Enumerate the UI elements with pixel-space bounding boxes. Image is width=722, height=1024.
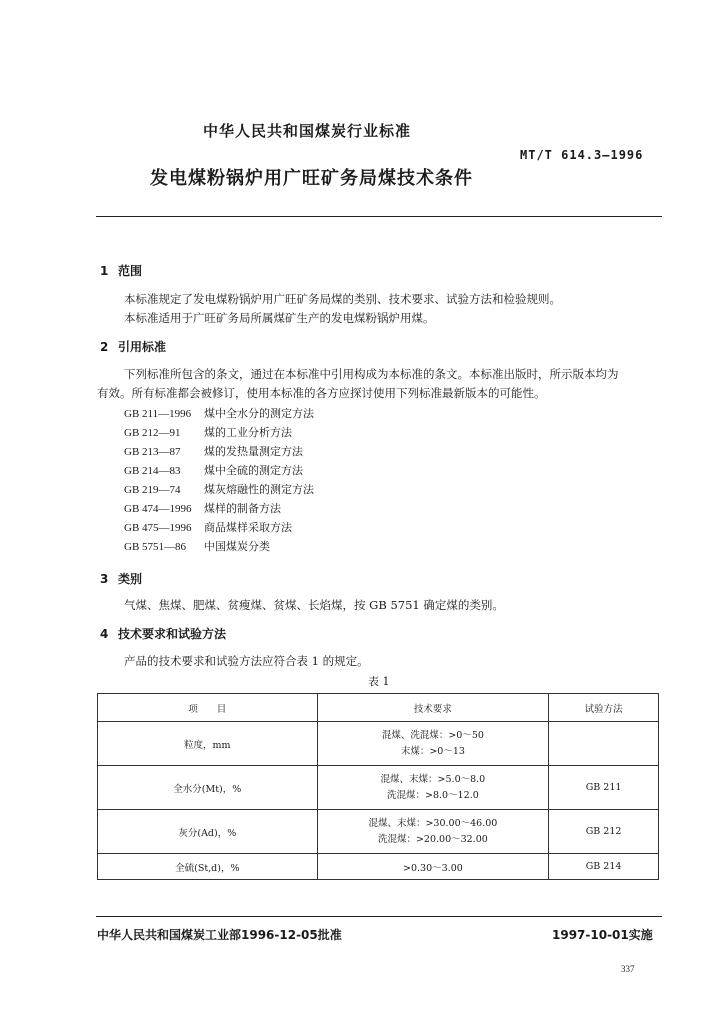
table-row	[98, 722, 659, 766]
reference-title: 煤中全水分的测定方法	[204, 407, 314, 420]
reference-title: 煤的发热量测定方法	[204, 445, 303, 458]
requirement-line: 混煤、末煤：>5.0～8.0	[380, 773, 486, 785]
section-1-heading	[100, 262, 142, 279]
paragraph: 下列标准所包含的条文，通过在本标准中引用构成为本标准的条文。本标准出版时，所示版本均为	[124, 367, 619, 381]
reference-item	[124, 519, 292, 535]
reference-code: GB 5751—86	[124, 541, 187, 553]
reference-code: GB 213—87	[124, 446, 181, 458]
page-number: 337	[621, 964, 635, 974]
reference-item	[124, 405, 314, 421]
table-caption: 表 1	[368, 675, 390, 688]
cell-item: 全硫(St,d)，%	[98, 854, 318, 880]
issuer-title: 中华人民共和国煤炭行业标准	[203, 122, 412, 140]
cell-requirement	[317, 722, 549, 766]
reference-code: GB 214—83	[124, 465, 181, 477]
header-requirement: 技术要求	[317, 694, 549, 722]
reference-item	[124, 481, 314, 497]
reference-code: GB 212—91	[124, 427, 181, 439]
section-number: 1	[100, 264, 109, 278]
reference-title: 煤中全硫的测定方法	[204, 464, 303, 477]
effective-date: 1997-10-01实施	[552, 928, 653, 942]
reference-item	[124, 424, 292, 440]
reference-title: 商品煤样采取方法	[204, 521, 292, 534]
header-item: 项 目	[98, 694, 318, 722]
reference-item	[124, 500, 281, 516]
requirement-line: 混煤、洗混煤：>0～50	[381, 729, 484, 741]
header-method: 试验方法	[549, 694, 659, 722]
section-4-heading	[100, 625, 226, 642]
paragraph: 有效。所有标准都会被修订，使用本标准的各方应探讨使用下列标准最新版本的可能性。	[97, 386, 546, 400]
cell-method	[549, 722, 659, 766]
section-number: 2	[100, 340, 109, 354]
reference-code: GB 211—1996	[124, 408, 192, 420]
cell-item: 粒度，mm	[98, 722, 318, 766]
section-3-heading	[100, 570, 142, 587]
approval-line: 中华人民共和国煤炭工业部1996-12-05批准	[97, 928, 342, 942]
section-number: 3	[100, 572, 109, 586]
reference-code: GB 475—1996	[124, 522, 192, 534]
cell-method: GB 214	[549, 854, 659, 880]
table-row	[98, 766, 659, 810]
footer-rule	[96, 916, 662, 917]
section-title: 范围	[118, 264, 143, 278]
paragraph: 本标准适用于广旺矿务局所属煤矿生产的发电煤粉锅炉用煤。	[124, 311, 435, 325]
reference-item	[124, 443, 303, 459]
requirement-line: 洗混煤：>8.0～12.0	[387, 789, 479, 801]
cell-requirement: >0.30～3.00	[317, 854, 549, 880]
requirement-line: 末煤：>0～13	[400, 745, 465, 757]
reference-title: 中国煤炭分类	[204, 540, 270, 553]
section-title: 类别	[118, 572, 143, 586]
cell-method: GB 211	[549, 766, 659, 810]
cell-item: 灰分(Ad)，%	[98, 810, 318, 854]
reference-code: GB 219—74	[124, 484, 181, 496]
reference-title: 煤的工业分析方法	[204, 426, 292, 439]
section-number: 4	[100, 627, 109, 641]
paragraph: 产品的技术要求和试验方法应符合表 1 的规定。	[124, 654, 369, 668]
requirement-line: 混煤、末煤：>30.00～46.00	[368, 817, 498, 829]
standard-code: MT/T 614.3—1996	[520, 148, 644, 162]
section-2-heading	[100, 338, 166, 355]
reference-title: 煤样的制备方法	[204, 502, 281, 515]
reference-title: 煤灰熔融性的测定方法	[204, 483, 314, 496]
table-row	[98, 854, 659, 880]
header-rule	[96, 216, 662, 217]
spec-table	[97, 693, 659, 880]
table-header-row	[98, 694, 659, 722]
section-title: 引用标准	[118, 340, 167, 354]
cell-item: 全水分(Mt)，%	[98, 766, 318, 810]
reference-item	[124, 462, 303, 478]
section-title: 技术要求和试验方法	[118, 627, 227, 641]
table-row	[98, 810, 659, 854]
cell-requirement	[317, 810, 549, 854]
cell-method: GB 212	[549, 810, 659, 854]
reference-item	[124, 538, 270, 554]
document-title: 发电煤粉锅炉用广旺矿务局煤技术条件	[150, 168, 473, 189]
reference-code: GB 474—1996	[124, 503, 192, 515]
paragraph: 气煤、焦煤、肥煤、贫瘦煤、贫煤、长焰煤，按 GB 5751 确定煤的类别。	[124, 598, 504, 612]
cell-requirement	[317, 766, 549, 810]
paragraph: 本标准规定了发电煤粉锅炉用广旺矿务局煤的类别、技术要求、试验方法和检验规则。	[124, 292, 561, 306]
requirement-line: 洗混煤：>20.00～32.00	[377, 833, 488, 845]
